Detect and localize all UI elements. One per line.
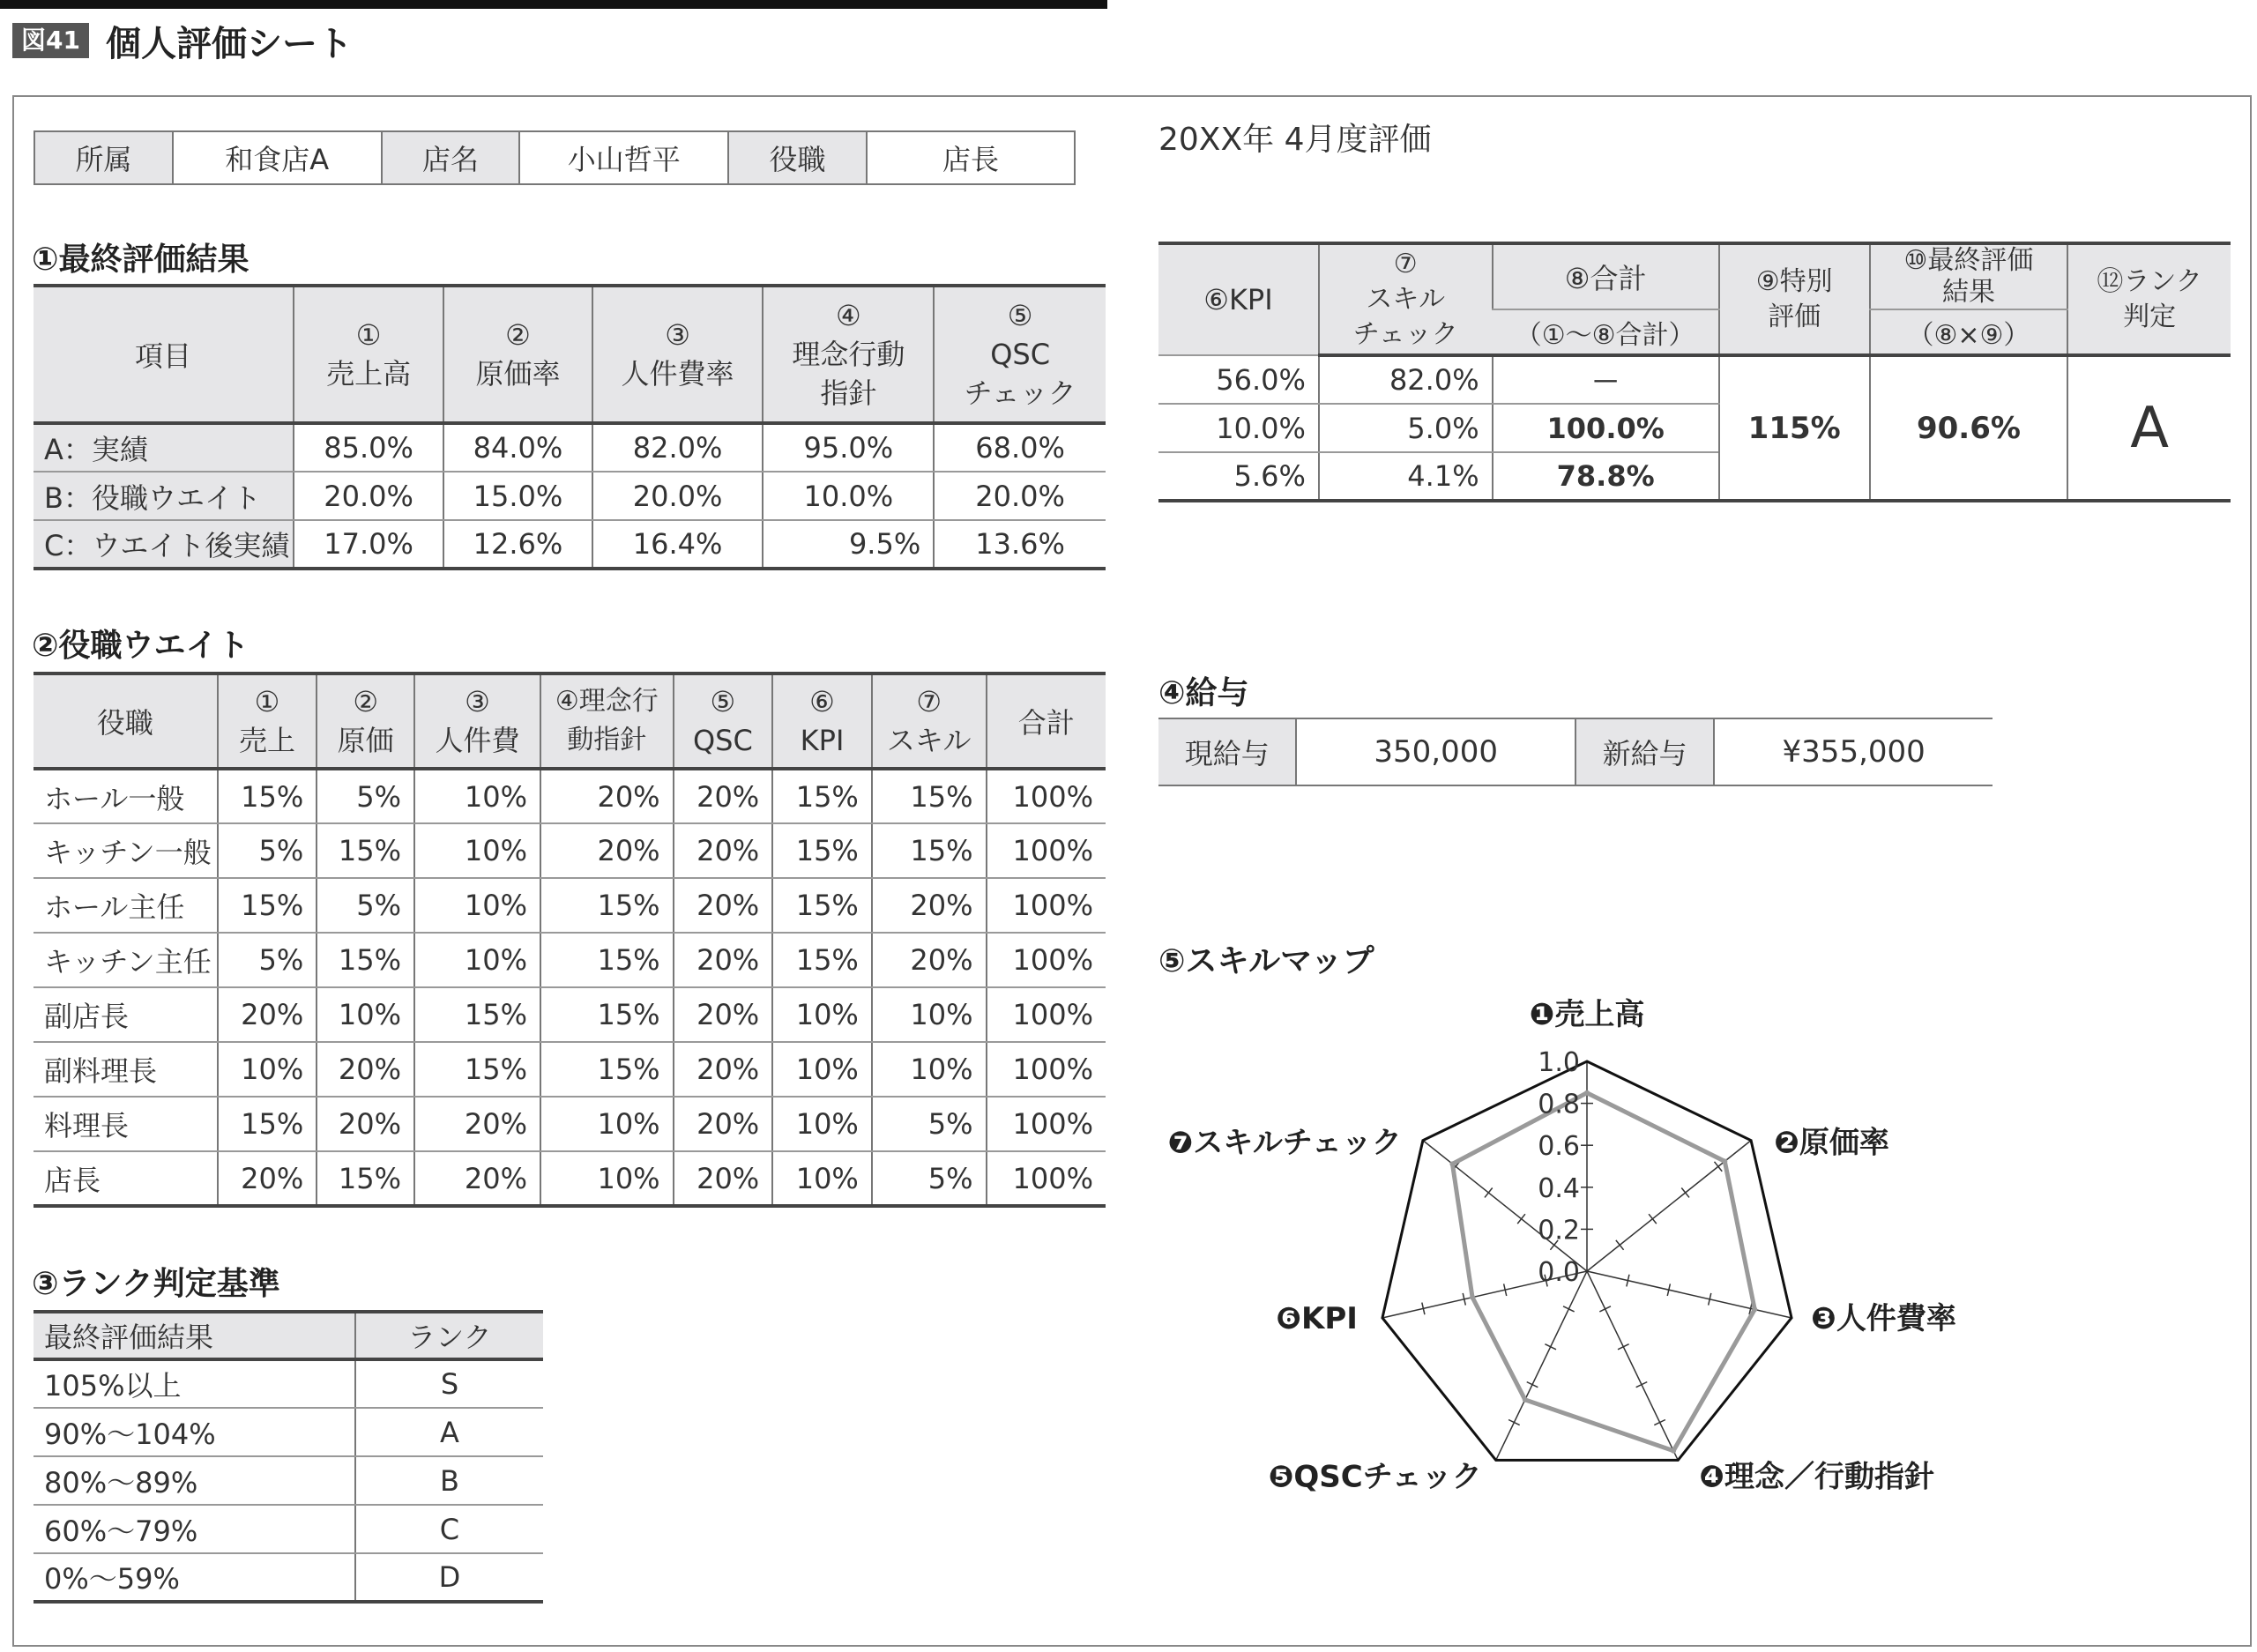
- weight-cell: 100%: [987, 987, 1106, 1042]
- radar-category-label: ❸人件費率: [1811, 1300, 1956, 1336]
- weight-cell: 15%: [540, 878, 674, 933]
- radar-tick: [1681, 1187, 1689, 1197]
- radar-tick-label: 1.0: [1538, 1047, 1580, 1078]
- table-row: [34, 1505, 543, 1553]
- weight-cell: 20%: [317, 1097, 414, 1151]
- section4-title: ④給与: [1158, 675, 1249, 711]
- radar-category-label: ❺QSCチェック: [1268, 1459, 1482, 1495]
- info-label-dept: 所属: [34, 131, 173, 184]
- radar-tick: [1714, 1162, 1722, 1172]
- radar-tick: [1527, 1382, 1538, 1388]
- radar-tick: [1616, 1240, 1624, 1250]
- header-final-sub: （⑧×⑨）: [1870, 309, 2068, 355]
- top-rule: [0, 0, 1107, 9]
- weight-cell: 5%: [218, 823, 317, 878]
- radar-category-label: ❻KPI: [1276, 1300, 1358, 1336]
- radar-data-point: [1671, 1448, 1676, 1454]
- table-row: [34, 1097, 1106, 1151]
- cell: 9.5%: [763, 520, 934, 569]
- header-position: 役職: [34, 673, 218, 769]
- position-name: キッチン一般: [34, 823, 218, 878]
- radar-tick: [1545, 1344, 1556, 1350]
- table-row: [34, 1359, 543, 1408]
- radar-tick-label: 0.2: [1538, 1215, 1580, 1246]
- weight-cell: 5%: [872, 1097, 987, 1151]
- special-value: 115%: [1719, 355, 1870, 501]
- header-rank: ⑫ランク 判定: [2067, 243, 2231, 355]
- weight-cell: 20%: [872, 933, 987, 987]
- radar-tick: [1599, 1306, 1611, 1312]
- weight-cell: 15%: [872, 823, 987, 878]
- weight-cell: 5%: [317, 878, 414, 933]
- weight-cell: 15%: [317, 1151, 414, 1206]
- criteria-rank: S: [355, 1359, 543, 1408]
- position-weight-table: [34, 672, 1106, 1208]
- position-name: 店長: [34, 1151, 218, 1206]
- header-sales: ① 売上高: [294, 286, 443, 423]
- section1-title: ①最終評価結果: [32, 242, 250, 278]
- new-salary-value: ¥355,000: [1782, 734, 1926, 770]
- radar-tick-label: 0.0: [1538, 1257, 1580, 1288]
- table-row: [34, 769, 1106, 823]
- criteria-rank: C: [355, 1505, 543, 1553]
- info-label-name: 店名: [382, 131, 520, 184]
- radar-tick-label: 0.8: [1538, 1089, 1580, 1120]
- cell: 68.0%: [934, 423, 1106, 472]
- position-name: ホール主任: [34, 878, 218, 933]
- weight-cell: 20%: [317, 1042, 414, 1097]
- radar-category-label: ❹理念／行動指針: [1699, 1459, 1935, 1495]
- final-result-summary-table: [1158, 242, 2231, 502]
- weight-cell: 15%: [317, 933, 414, 987]
- weight-cell: 100%: [987, 1097, 1106, 1151]
- cell: 10.0%: [763, 472, 934, 520]
- header-labor: ③ 人件費: [414, 673, 540, 769]
- weight-cell: 20%: [540, 769, 674, 823]
- radar-category-label: ❷原価率: [1774, 1125, 1889, 1161]
- cell: 17.0%: [294, 520, 443, 569]
- weight-cell: 100%: [987, 878, 1106, 933]
- weight-cell: 10%: [772, 987, 872, 1042]
- radar-tick: [1563, 1306, 1575, 1312]
- criteria-range: 90%〜104%: [34, 1408, 355, 1456]
- weight-cell: 15%: [540, 933, 674, 987]
- radar-tick-label: 0.4: [1538, 1172, 1580, 1204]
- radar-data-point: [1722, 1158, 1727, 1164]
- cell: 13.6%: [934, 520, 1106, 569]
- section5-title: ⑤スキルマップ: [1158, 943, 1374, 979]
- current-salary-value: 350,000: [1296, 718, 1575, 785]
- cell-skill: 82.0%: [1319, 355, 1493, 404]
- position-name: 料理長: [34, 1097, 218, 1151]
- weight-cell: 100%: [987, 933, 1106, 987]
- header-qsc: ⑤ QSC: [674, 673, 773, 769]
- criteria-range: 105%以上: [34, 1359, 355, 1408]
- header-total: 合計: [987, 673, 1106, 769]
- weight-cell: 10%: [414, 878, 540, 933]
- cell-skill: 5.0%: [1319, 404, 1493, 452]
- row-label: B：役職ウエイト: [34, 472, 294, 520]
- cell: 82.0%: [592, 423, 764, 472]
- cell: 16.4%: [592, 520, 764, 569]
- table-row: [34, 1042, 1106, 1097]
- weight-cell: 20%: [674, 769, 773, 823]
- weight-cell: 15%: [218, 769, 317, 823]
- figure-tag: 図41: [12, 23, 89, 58]
- cell: 12.6%: [443, 520, 592, 569]
- header-labor-rate: ③ 人件費率: [592, 286, 764, 423]
- weight-cell: 10%: [540, 1151, 674, 1206]
- criteria-range: 60%〜79%: [34, 1505, 355, 1553]
- header-philosophy: ④理念行 動指針: [540, 673, 674, 769]
- info-table: [34, 130, 1076, 185]
- weight-cell: 20%: [218, 987, 317, 1042]
- weight-cell: 20%: [674, 987, 773, 1042]
- weight-cell: 10%: [414, 933, 540, 987]
- weight-cell: 15%: [540, 987, 674, 1042]
- cell: 95.0%: [763, 423, 934, 472]
- weight-cell: 20%: [674, 1151, 773, 1206]
- weight-cell: 15%: [772, 933, 872, 987]
- cell: 85.0%: [294, 423, 443, 472]
- weight-cell: 15%: [872, 769, 987, 823]
- cell-skill: 4.1%: [1319, 452, 1493, 501]
- radar-tick: [1649, 1214, 1657, 1224]
- table-row: [34, 987, 1106, 1042]
- header-kpi: ⑥KPI: [1158, 243, 1319, 355]
- period-label: 20XX年 4月度評価: [1158, 122, 1432, 158]
- weight-cell: 20%: [674, 1097, 773, 1151]
- weight-cell: 15%: [772, 878, 872, 933]
- cell: 20.0%: [592, 472, 764, 520]
- criteria-rank: B: [355, 1456, 543, 1505]
- weight-cell: 10%: [414, 823, 540, 878]
- weight-cell: 10%: [772, 1042, 872, 1097]
- header-item: 項目: [34, 286, 294, 423]
- row-label: A：実績: [34, 423, 294, 472]
- weight-cell: 15%: [218, 878, 317, 933]
- radar-tick: [1618, 1344, 1629, 1350]
- radar-data-point: [1584, 1090, 1590, 1096]
- criteria-rank: A: [355, 1408, 543, 1456]
- weight-cell: 20%: [414, 1151, 540, 1206]
- weight-cell: 100%: [987, 1151, 1106, 1206]
- header-final-result: 最終評価結果: [34, 1312, 355, 1359]
- criteria-rank: D: [355, 1553, 543, 1602]
- weight-cell: 15%: [414, 987, 540, 1042]
- table-row: [34, 1553, 543, 1602]
- section3-title: ③ランク判定基準: [32, 1266, 280, 1302]
- cell-kpi: 5.6%: [1158, 452, 1319, 501]
- position-name: キッチン主任: [34, 933, 218, 987]
- cell-total: 100.0%: [1493, 404, 1719, 452]
- weight-cell: 10%: [772, 1151, 872, 1206]
- header-special: ⑨特別 評価: [1719, 243, 1870, 355]
- weight-cell: 20%: [218, 1151, 317, 1206]
- weight-cell: 20%: [674, 823, 773, 878]
- position-name: ホール一般: [34, 769, 218, 823]
- header-cost: ② 原価: [317, 673, 414, 769]
- cell-total: －: [1493, 355, 1719, 404]
- header-kpi: ⑥ KPI: [772, 673, 872, 769]
- radar-data-point: [1523, 1397, 1528, 1403]
- weight-cell: 15%: [317, 823, 414, 878]
- radar-tick: [1654, 1420, 1665, 1425]
- radar-spoke: [1587, 1271, 1791, 1318]
- weight-cell: 20%: [872, 878, 987, 933]
- current-salary-label: 現給与: [1158, 718, 1296, 785]
- cell-kpi: 56.0%: [1158, 355, 1319, 404]
- table-row: [34, 1151, 1106, 1206]
- position-name: 副料理長: [34, 1042, 218, 1097]
- weight-cell: 10%: [872, 987, 987, 1042]
- table-row: [34, 823, 1106, 878]
- weight-cell: 10%: [872, 1042, 987, 1097]
- criteria-range: 80%〜89%: [34, 1456, 355, 1505]
- weight-cell: 15%: [772, 823, 872, 878]
- weight-cell: 10%: [414, 769, 540, 823]
- table-row: [34, 1408, 543, 1456]
- info-value-name: 小山哲平: [519, 131, 728, 184]
- final-result-table: [34, 284, 1106, 570]
- weight-cell: 15%: [414, 1042, 540, 1097]
- weight-cell: 20%: [540, 823, 674, 878]
- weight-cell: 20%: [674, 933, 773, 987]
- rank-criteria-table: [34, 1310, 543, 1604]
- radar-tick: [1517, 1214, 1525, 1224]
- skill-radar-chart: [1146, 977, 2239, 1559]
- radar-data-point: [1449, 1161, 1455, 1166]
- header-skill-check: ⑦ スキル チェック: [1319, 243, 1493, 355]
- radar-tick: [1485, 1187, 1493, 1197]
- position-name: 副店長: [34, 987, 218, 1042]
- section2-title: ②役職ウエイト: [32, 628, 250, 664]
- radar-tick-label: 0.6: [1538, 1131, 1580, 1163]
- weight-cell: 20%: [674, 878, 773, 933]
- table-row: [34, 878, 1106, 933]
- header-rank: ランク: [355, 1312, 543, 1359]
- info-value-position: 店長: [867, 131, 1075, 184]
- header-total-sub: （①〜⑧合計）: [1493, 309, 1719, 355]
- radar-tick: [1508, 1420, 1520, 1425]
- final-value: 90.6%: [1870, 355, 2068, 501]
- cell: 20.0%: [294, 472, 443, 520]
- header-sales: ① 売上: [218, 673, 317, 769]
- info-value-dept: 和食店A: [173, 131, 382, 184]
- header-skill: ⑦ スキル: [872, 673, 987, 769]
- weight-cell: 5%: [317, 769, 414, 823]
- weight-cell: 100%: [987, 823, 1106, 878]
- rank-value: A: [2067, 355, 2231, 501]
- weight-cell: 15%: [218, 1097, 317, 1151]
- header-total: ⑧合計: [1493, 243, 1719, 309]
- weight-cell: 20%: [674, 1042, 773, 1097]
- info-label-position: 役職: [728, 131, 867, 184]
- cell: 84.0%: [443, 423, 592, 472]
- weight-cell: 10%: [317, 987, 414, 1042]
- header-final: ⑩最終評価 結果: [1870, 243, 2068, 309]
- table-row: [34, 933, 1106, 987]
- cell: 15.0%: [443, 472, 592, 520]
- weight-cell: 100%: [987, 1042, 1106, 1097]
- weight-cell: 15%: [772, 769, 872, 823]
- cell-total: 78.8%: [1493, 452, 1719, 501]
- radar-category-label: ❶売上高: [1529, 997, 1645, 1032]
- weight-cell: 5%: [872, 1151, 987, 1206]
- row-label: C：ウエイト後実績: [34, 520, 294, 569]
- header-philosophy: ④ 理念行動 指針: [763, 286, 934, 423]
- new-salary-label: 新給与: [1575, 718, 1714, 785]
- radar-data-point: [1752, 1306, 1757, 1312]
- criteria-range: 0%〜59%: [34, 1553, 355, 1602]
- table-row: [34, 1456, 543, 1505]
- figure-title: 個人評価シート: [106, 24, 353, 64]
- header-cost-rate: ② 原価率: [443, 286, 592, 423]
- radar-category-label: ❼スキルチェック: [1167, 1125, 1402, 1161]
- weight-cell: 10%: [218, 1042, 317, 1097]
- cell-kpi: 10.0%: [1158, 404, 1319, 452]
- cell: 20.0%: [934, 472, 1106, 520]
- weight-cell: 100%: [987, 769, 1106, 823]
- radar-spoke: [1587, 1271, 1678, 1460]
- salary-table: [1158, 718, 1993, 786]
- radar-series-line: [1452, 1093, 1754, 1451]
- weight-cell: 15%: [540, 1042, 674, 1097]
- radar-tick: [1636, 1382, 1648, 1388]
- weight-cell: 10%: [540, 1097, 674, 1151]
- weight-cell: 10%: [772, 1097, 872, 1151]
- weight-cell: 5%: [218, 933, 317, 987]
- header-qsc: ⑤ QSC チェック: [934, 286, 1106, 423]
- radar-data-point: [1470, 1295, 1475, 1300]
- weight-cell: 20%: [414, 1097, 540, 1151]
